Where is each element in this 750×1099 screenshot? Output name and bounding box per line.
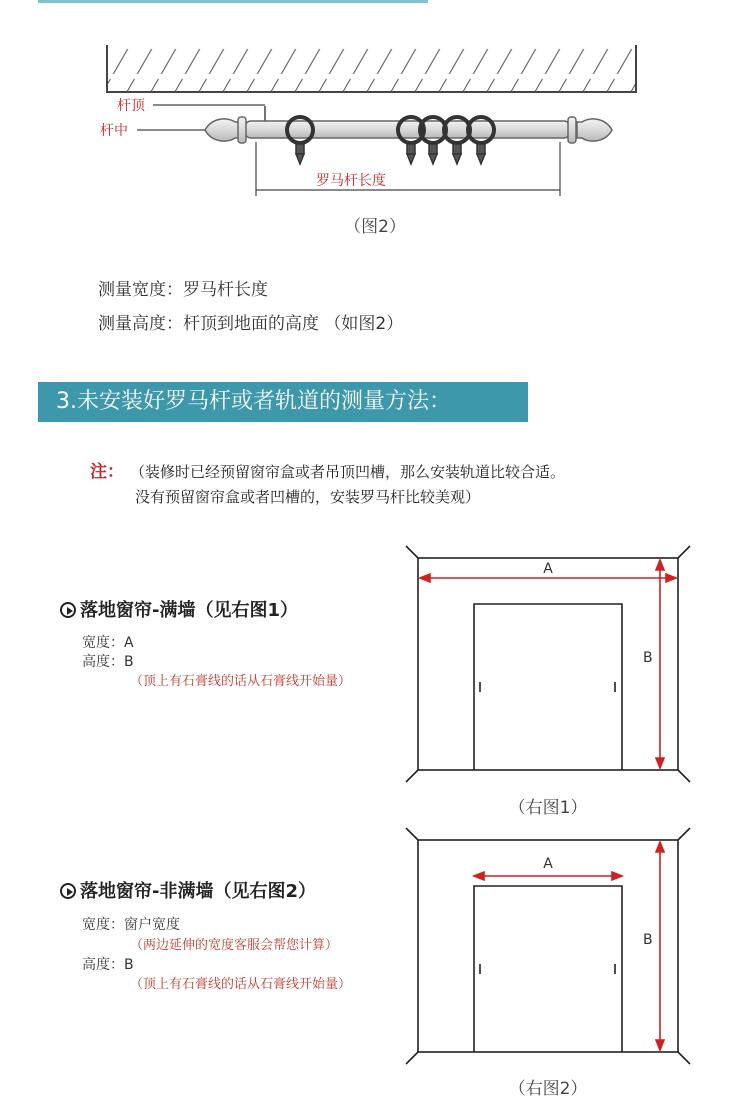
case2-width: 宽度：窗户宽度 (82, 917, 180, 933)
figure2-right-caption: （右图2） (508, 1079, 588, 1099)
roman-rod (205, 117, 612, 164)
label-rod-top: 杆顶 (117, 98, 145, 114)
case1-height: 高度：B (82, 654, 134, 670)
case1-title-row (60, 596, 298, 622)
case2-title-row (60, 877, 316, 903)
case2-height-note: （顶上有石膏线的话从石膏线开始量） (130, 977, 352, 992)
figure2-partial-wall-diagram (400, 822, 700, 1072)
figure1-label-b: B (643, 650, 653, 666)
section-heading: 3.未安装好罗马杆或者轨道的测量方法： (38, 382, 528, 422)
case2-height: 高度：B (82, 957, 134, 973)
arrow-circle-icon (60, 883, 76, 899)
case2-width-note: （两边延伸的宽度客服会帮您计算） (130, 938, 339, 953)
figure2-caption: （图2） (344, 217, 406, 237)
case1-title: 落地窗帘-满墙（见右图1） (80, 600, 298, 621)
case1-width: 宽度：A (82, 635, 134, 651)
case2-title: 落地窗帘-非满墙（见右图2） (80, 881, 316, 902)
case1-height-note: （顶上有石膏线的话从石膏线开始量） (130, 674, 352, 689)
note-line-1: （装修时已经预留窗帘盒或者吊顶凹槽，那么安装轨道比较合适。 (130, 463, 566, 481)
figure1-caption: （右图1） (508, 798, 588, 818)
label-rod-length: 罗马杆长度 (316, 173, 386, 189)
curtain-rod-diagram (0, 0, 750, 210)
figure1-full-wall-diagram (400, 540, 700, 790)
figure1-label-a: A (543, 561, 553, 577)
figure2-label-a: A (543, 856, 553, 872)
note-line-2: 没有预留窗帘盒或者凹槽的，安装罗马杆比较美观） (135, 488, 481, 506)
ceiling (107, 45, 636, 92)
measure-height-line: 测量高度：杆顶到地面的高度 （如图2） (98, 314, 404, 334)
arrow-circle-icon (60, 602, 76, 618)
note-label: 注： (90, 462, 124, 482)
figure2-label-b: B (643, 932, 653, 948)
label-rod-middle: 杆中 (100, 123, 128, 139)
measure-width-line: 测量宽度：罗马杆长度 (98, 280, 268, 300)
